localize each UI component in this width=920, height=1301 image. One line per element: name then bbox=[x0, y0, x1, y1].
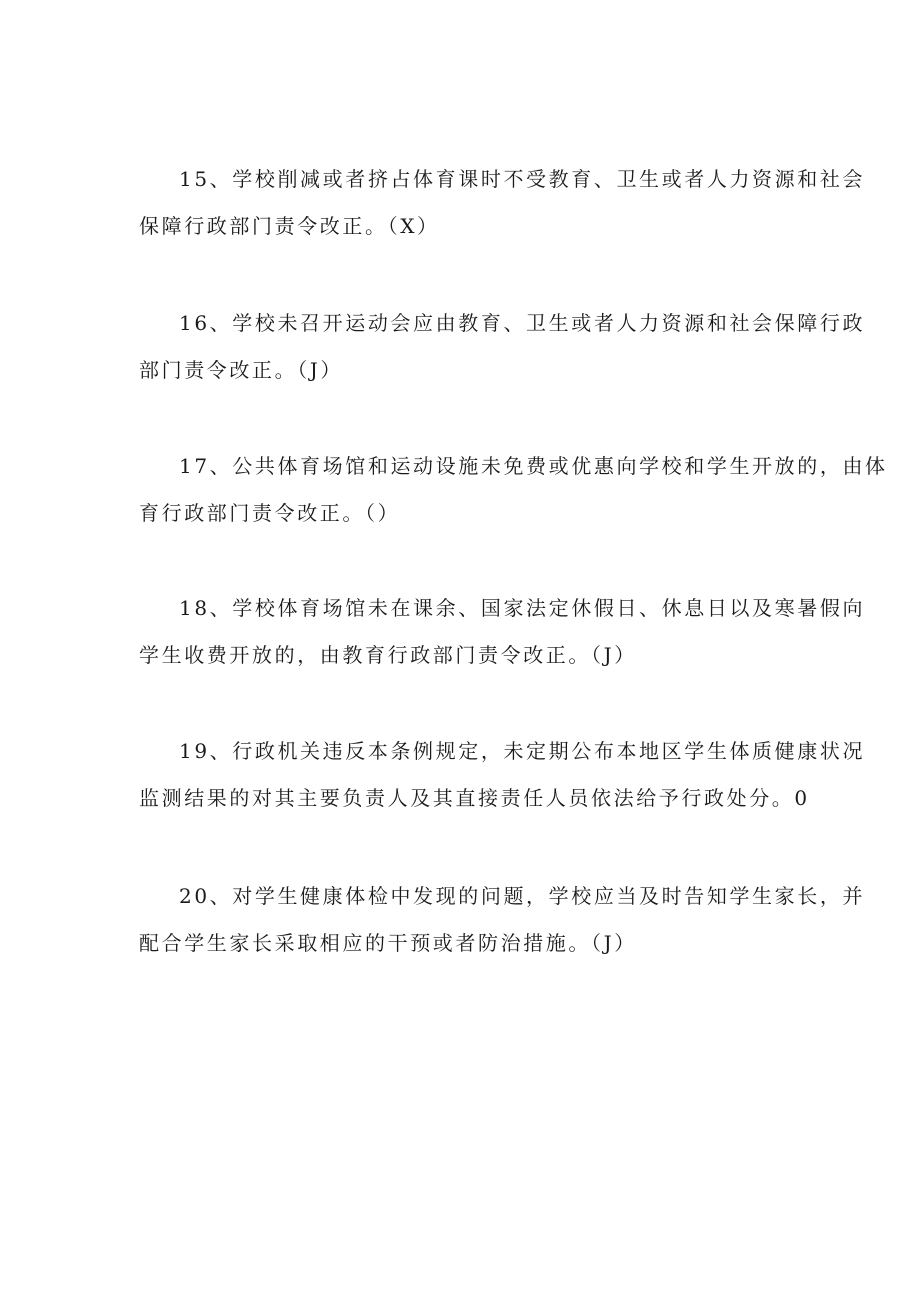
question-15-line-1: 15、学校削减或者挤占体育课时不受教育、卫生或者人力资源和社会 bbox=[179, 167, 866, 191]
question-18-line-1: 18、学校体育场馆未在课余、国家法定休假日、休息日以及寒暑假向 bbox=[179, 596, 866, 620]
question-16 bbox=[139, 300, 866, 394]
question-15 bbox=[139, 156, 866, 250]
question-17 bbox=[139, 443, 888, 537]
question-15-line-2: 保障行政部门责令改正。（X） bbox=[139, 214, 440, 238]
question-20-line-2: 配合学生家长采取相应的干预或者防治措施。（J） bbox=[139, 931, 637, 955]
question-20 bbox=[139, 873, 866, 967]
question-18-line-2: 学生收费开放的，由教育行政部门责令改正。（J） bbox=[139, 643, 637, 667]
question-16-line-1: 16、学校未召开运动会应由教育、卫生或者人力资源和社会保障行政 bbox=[179, 311, 866, 335]
question-18 bbox=[139, 585, 866, 679]
question-19-line-2: 监测结果的对其主要负责人及其直接责任人员依法给予行政处分。0 bbox=[139, 786, 810, 810]
question-20-line-1: 20、对学生健康体检中发现的问题，学校应当及时告知学生家长，并 bbox=[179, 884, 866, 908]
question-17-line-2: 育行政部门责令改正。（） bbox=[139, 501, 401, 525]
question-19 bbox=[139, 728, 866, 822]
question-17-line-1: 17、公共体育场馆和运动设施未免费或优惠向学校和学生开放的，由体 bbox=[179, 454, 888, 478]
question-16-line-2: 部门责令改正。（J） bbox=[139, 358, 344, 382]
question-19-line-1: 19、行政机关违反本条例规定，未定期公布本地区学生体质健康状况 bbox=[179, 739, 866, 763]
